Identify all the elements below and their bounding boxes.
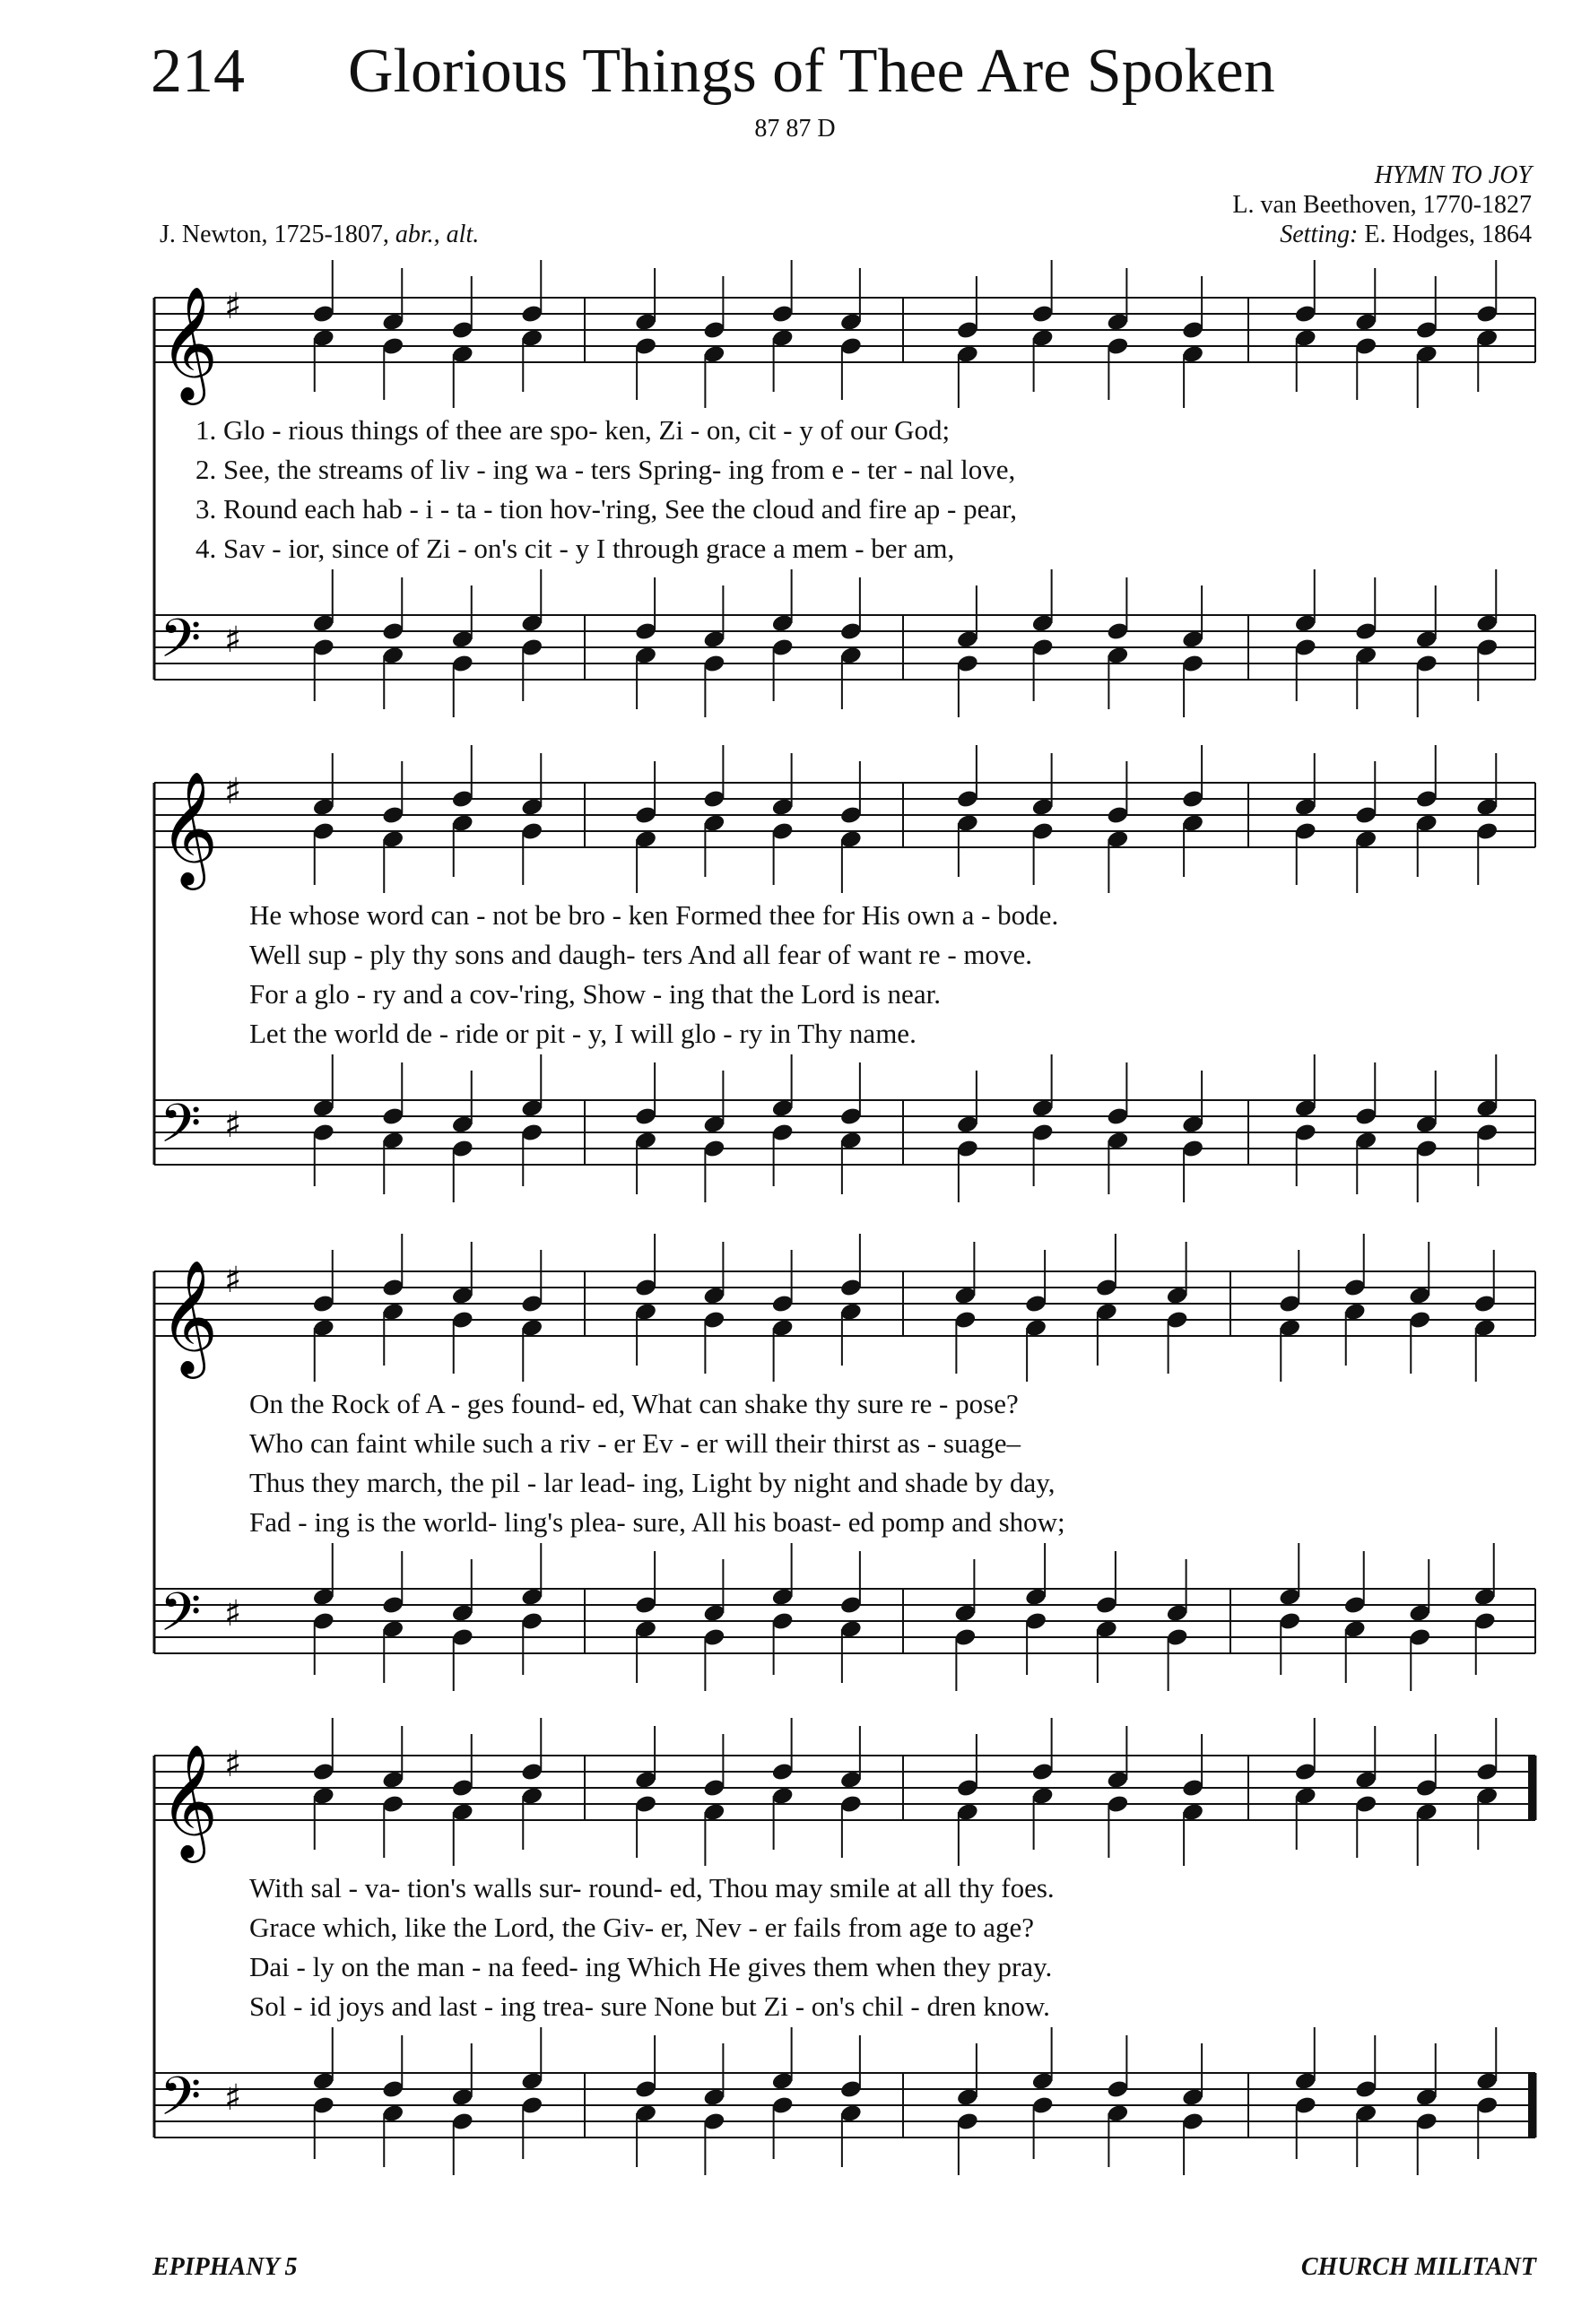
verse-line-1: On the Rock of A - ges found- ed, What can shake thy sure re - pose? bbox=[249, 1388, 1019, 1419]
treble-clef-icon: 𝄞 bbox=[160, 770, 219, 885]
verse-line-4: Let the world de - ride or pit - y, I will glo - ry in Thy name. bbox=[249, 1018, 917, 1049]
sharp-icon: ♯ bbox=[224, 620, 242, 661]
hymn-number: 214 bbox=[151, 37, 245, 106]
verse-line-2: 2. See, the streams of liv - ing wa - ters Spring- ing from e - ter - nal love, bbox=[195, 454, 1016, 485]
sharp-icon: ♯ bbox=[224, 1744, 242, 1785]
treble-staff bbox=[154, 1259, 1535, 1379]
sharp-icon: ♯ bbox=[224, 1105, 242, 1146]
verse-line-1: With sal - va- tion's walls sur- round- ed, Thou may smile at all thy foes. bbox=[249, 1872, 1055, 1903]
verse-line-4: Fad - ing is the world- ling's plea- sure, All his boast- ed pomp and show; bbox=[249, 1506, 1065, 1538]
hymn-title: Glorious Things of Thee Are Spoken bbox=[348, 37, 1275, 106]
staff-system bbox=[0, 1218, 1590, 1707]
tune-name: HYMN TO JOY bbox=[1374, 161, 1532, 189]
sharp-icon: ♯ bbox=[224, 771, 242, 812]
composer-credit: L. van Beethoven, 1770-1827 bbox=[1232, 191, 1532, 219]
bass-staff bbox=[154, 1092, 1535, 1167]
verse-line-3: For a glo - ry and a cov-'ring, Show - ing that the Lord is near. bbox=[249, 978, 941, 1010]
verse-line-1: He whose word can - not be bro - ken Formed thee for His own a - bode. bbox=[249, 899, 1059, 931]
bass-staff bbox=[154, 607, 1535, 682]
sharp-icon: ♯ bbox=[224, 1260, 242, 1301]
setting-label: Setting: bbox=[1280, 221, 1359, 248]
staff-system bbox=[0, 1702, 1590, 2191]
staff-system bbox=[0, 244, 1590, 733]
meter: 87 87 D bbox=[754, 115, 836, 143]
treble-clef-icon: 𝄞 bbox=[160, 1259, 219, 1374]
treble-staff bbox=[154, 770, 1535, 890]
footer-season: EPIPHANY 5 bbox=[152, 2253, 298, 2281]
bass-clef-icon: 𝄢 bbox=[160, 607, 202, 682]
verse-line-1: 1. Glo - rious things of thee are spo- ken, Zi - on, cit - y of our God; bbox=[195, 414, 951, 446]
verse-line-2: Well sup - ply thy sons and daugh- ters And all fear of want re - move. bbox=[249, 939, 1033, 970]
sharp-icon: ♯ bbox=[224, 1593, 242, 1635]
setting-name: E. Hodges, 1864 bbox=[1364, 221, 1532, 248]
bass-clef-icon: 𝄢 bbox=[160, 1581, 202, 1656]
sharp-icon: ♯ bbox=[224, 2077, 242, 2119]
staff-system bbox=[0, 729, 1590, 1218]
bass-staff bbox=[154, 1581, 1535, 1656]
verse-line-4: 4. Sav - ior, since of Zi - on's cit - y I through grace a mem - ber am, bbox=[195, 533, 955, 564]
sharp-icon: ♯ bbox=[224, 286, 242, 327]
treble-clef-icon: 𝄞 bbox=[160, 1743, 219, 1858]
verse-line-2: Grace which, like the Lord, the Giv- er, Nev - er fails from age to age? bbox=[249, 1912, 1034, 1943]
treble-clef-icon: 𝄞 bbox=[160, 285, 219, 400]
verse-line-3: 3. Round each hab - i - ta - tion hov-'ring, See the cloud and fire ap - pear, bbox=[195, 493, 1017, 525]
bass-clef-icon: 𝄢 bbox=[160, 2065, 202, 2140]
verse-line-3: Dai - ly on the man - na feed- ing Which He gives them when they pray. bbox=[249, 1951, 1053, 1982]
bass-clef-icon: 𝄢 bbox=[160, 1092, 202, 1167]
verse-line-3: Thus they march, the pil - lar lead- ing, Light by night and shade by day, bbox=[249, 1467, 1056, 1498]
author-note: abr., alt. bbox=[395, 221, 480, 248]
author-name: J. Newton, 1725-1807, bbox=[160, 221, 389, 248]
footer-topic: CHURCH MILITANT bbox=[1300, 2253, 1536, 2281]
verse-line-4: Sol - id joys and last - ing trea- sure None but Zi - on's chil - dren know. bbox=[249, 1990, 1050, 2022]
verse-line-2: Who can faint while such a riv - er Ev - er will their thirst as - suage– bbox=[249, 1427, 1021, 1459]
bass-staff bbox=[154, 2065, 1535, 2140]
